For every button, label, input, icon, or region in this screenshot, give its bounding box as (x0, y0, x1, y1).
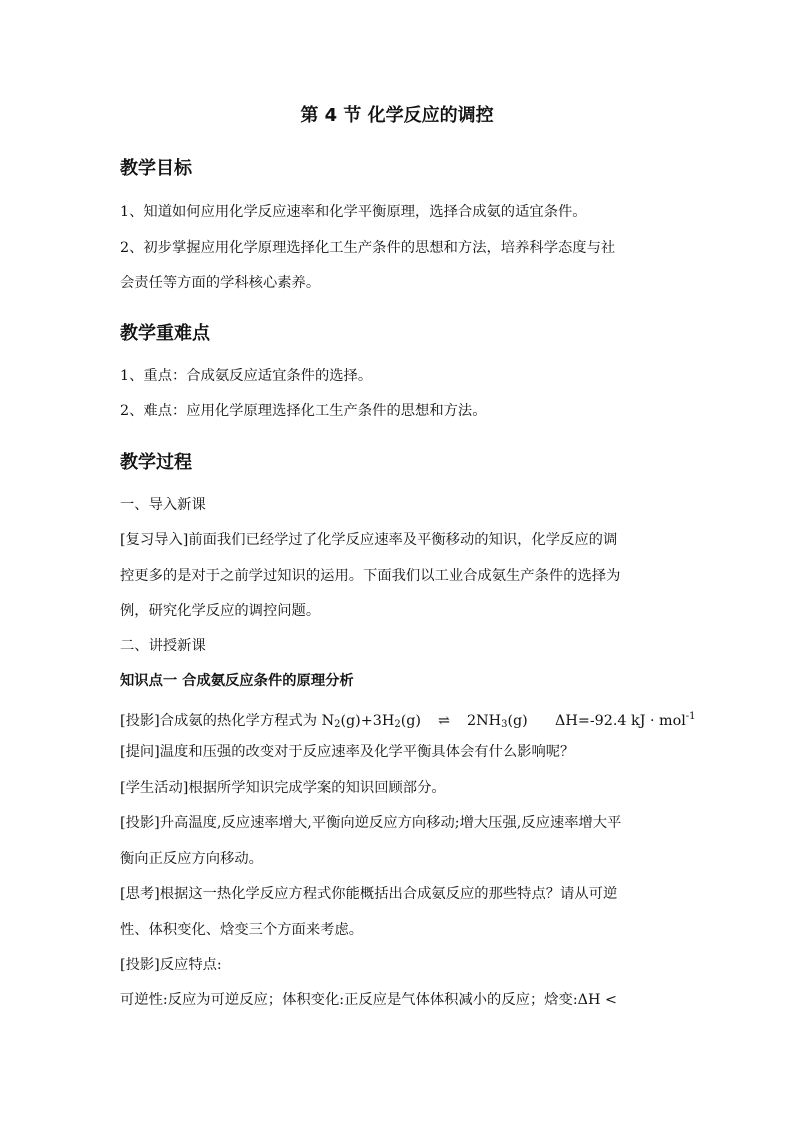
process-line-4: 衡向正反应方向移动。 (120, 851, 263, 867)
process-line-5: [思考]根据这一热化学反应方程式你能概括出合成氨反应的那些特点？请从可逆 (120, 886, 618, 902)
process-line-3: [投影]升高温度,反应速率增大,平衡向逆反应方向移动;增大压强,反应速率增大平 (120, 815, 622, 831)
process-line-8: 可逆性:反应为可逆反应；体积变化:正反应是气体体积减小的反应；焓变:ΔH < (120, 992, 617, 1008)
eq-delta-h-sup: -1 (685, 711, 696, 722)
eq-nh3-sub: 3 (501, 719, 508, 730)
process-line-7: [投影]反应特点: (120, 957, 222, 973)
equation-line (120, 709, 696, 733)
eq-n2-sub: 2 (334, 719, 341, 730)
eq-g3: (g) (507, 713, 528, 729)
intro-line-1: [复习导入]前面我们已经学过了化学反应速率及平衡移动的知识，化学反应的调 (120, 532, 618, 548)
eq-h2-sub: 2 (394, 719, 401, 730)
equilibrium-arrow-icon: ⇌ (438, 713, 450, 729)
knowledge-point-1-heading: 知识点一 合成氨反应条件的原理分析 (120, 673, 354, 689)
eq-g2: (g) (400, 713, 421, 729)
heading-goals: 教学目标 (120, 158, 192, 179)
intro-label: 一、导入新课 (120, 497, 206, 513)
eq-g1: (g)+3H (340, 713, 395, 729)
eq-nh3: 2NH (467, 713, 502, 729)
goal-line-3: 会责任等方面的学科核心素养。 (120, 275, 321, 291)
teach-label: 二、讲授新课 (120, 638, 206, 654)
equation-prefix: [投影]合成氨的热化学方程式为 (120, 713, 322, 729)
page-title: 第 4 节 化学反应的调控 (300, 105, 494, 126)
process-line-6: 性、体积变化、焓变三个方面来考虑。 (120, 922, 364, 938)
key-point-line-1: 1、重点：合成氨反应适宜条件的选择。 (120, 368, 373, 384)
process-line-2: [学生活动]根据所学知识完成学案的知识回顾部分。 (120, 780, 446, 796)
process-line-1: [提问]温度和压强的改变对于反应速率及化学平衡具体会有什么影响呢？ (120, 744, 575, 760)
intro-line-2: 控更多的是对于之前学过知识的运用。下面我们以工业合成氨生产条件的选择为 (120, 568, 621, 584)
eq-n2: N (321, 713, 335, 729)
heading-process: 教学过程 (120, 452, 192, 473)
heading-key-points: 教学重难点 (120, 323, 210, 344)
goal-line-2: 2、初步掌握应用化学原理选择化工生产条件的思想和方法，培养科学态度与社 (120, 240, 616, 256)
key-point-line-2: 2、难点：应用化学原理选择化工生产条件的思想和方法。 (120, 403, 487, 419)
goal-line-1: 1、知道如何应用化学反应速率和化学平衡原理，选择合成氨的适宜条件。 (120, 204, 587, 220)
intro-line-3: 例，研究化学反应的调控问题。 (120, 603, 321, 619)
eq-delta-h: ΔH=-92.4 kJ · mol (555, 713, 686, 729)
